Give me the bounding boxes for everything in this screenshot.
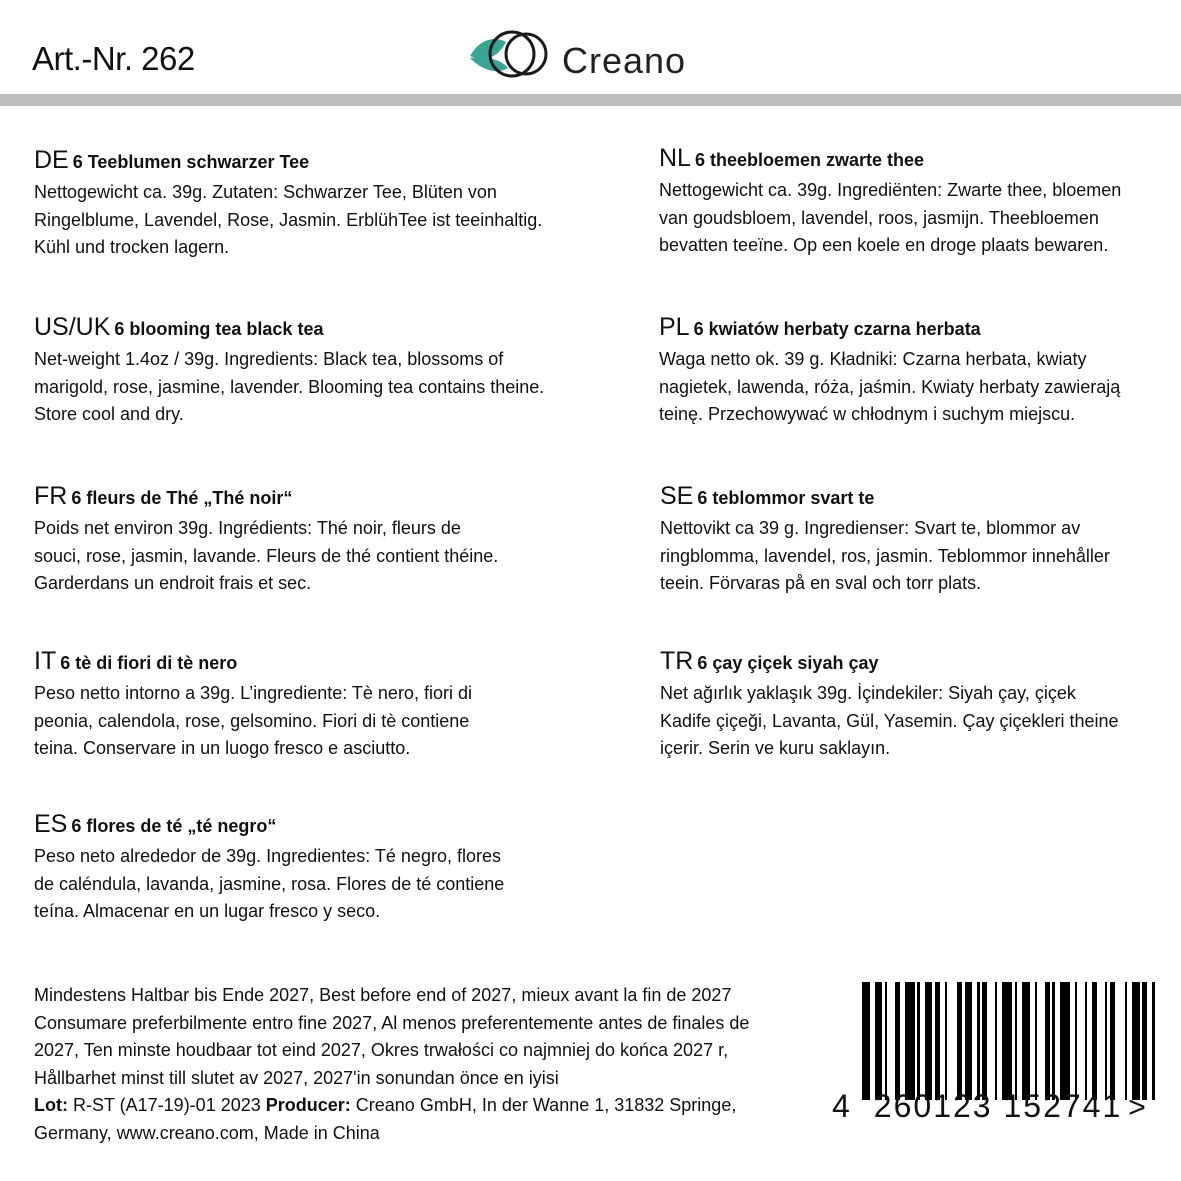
- text-line: Kadife çiçeği, Lavanta, Gül, Yasemin. Çay çiçekleri theine: [660, 710, 1119, 731]
- barcode-bar: [925, 982, 933, 1100]
- best-before-line: Hållbarhet minst till slutet av 2027, 2027'in sonundan önce en iyisi: [34, 1067, 559, 1088]
- barcode-lead-digit: 4: [832, 1088, 852, 1124]
- language-code: ES: [34, 810, 68, 838]
- section-nl: [659, 144, 1179, 260]
- text-line: Nettogewicht ca. 39g. Zutaten: Schwarzer Tee, Blüten von: [34, 182, 497, 202]
- barcode-bar: [875, 982, 883, 1100]
- text-line: peonia, calendola, rose, gelsomino. Fiori di tè contiene: [34, 710, 470, 731]
- text-line: Nettovikt ca 39 g. Ingredienser: Svart te, blommor av: [660, 518, 1081, 538]
- text-line: teina. Conservare in un luogo fresco e asciutto.: [34, 738, 411, 758]
- barcode-number: 260123 152741: [873, 1088, 1123, 1124]
- text-line: Peso neto alrededor de 39g. Ingredientes: Té negro, flores: [34, 846, 501, 866]
- section-es: [34, 810, 554, 926]
- text-line: Peso netto intorno a 39g. L’ingrediente: Tè nero, fiori di: [34, 683, 472, 703]
- best-before-line: 2027, Ten minste houdbaar tot eind 2027, Okres trwałości co najmniej do końca 2027 r,: [34, 1040, 729, 1060]
- language-code: FR: [34, 482, 68, 510]
- text-line: Store cool and dry.: [34, 404, 184, 424]
- barcode-bar: [1132, 982, 1140, 1100]
- language-code: TR: [660, 647, 694, 675]
- language-code: NL: [659, 144, 691, 172]
- section-title: 6 Teeblumen schwarzer Tee: [72, 152, 310, 172]
- section-title: 6 tè di fiori di tè nero: [60, 653, 238, 673]
- text-line: bevatten teeïne. Op een koele en droge plaats bewaren.: [659, 235, 1109, 255]
- text-line: teein. Förvaras på en sval och torr plats.: [660, 573, 982, 593]
- barcode-space: [987, 982, 995, 1100]
- barcode-bar: [965, 982, 973, 1100]
- barcode-bar: [1022, 982, 1030, 1100]
- text-line: van goudsbloem, lavendel, roos, jasmijn. Theebloemen: [659, 207, 1099, 228]
- text-line: Poids net environ 39g. Ingrédients: Thé noir, fleurs de: [34, 518, 461, 538]
- text-line: nagietek, lawenda, róża, jaśmin. Kwiaty herbaty zawierają: [659, 376, 1121, 397]
- text-line: teinę. Przechowywać w chłodnym i suchym miejscu.: [659, 404, 1076, 424]
- text-line: Waga netto ok. 39 g. Kładniki: Czarna herbata, kwiaty: [659, 349, 1087, 369]
- section-title: 6 teblommor svart te: [697, 488, 875, 508]
- language-code: SE: [660, 482, 694, 510]
- barcode-space: [1037, 982, 1045, 1100]
- best-before-line: Mindestens Haltbar bis Ende 2027, Best before end of 2027, mieux avant la fin de 2027: [34, 985, 732, 1005]
- barcode-space: [1115, 982, 1125, 1100]
- section-de: [34, 146, 554, 262]
- barcode-arrow: >: [1128, 1091, 1148, 1124]
- leaf-circles-icon: [466, 28, 556, 84]
- footer-info: [34, 982, 824, 1147]
- barcode-bar: [862, 982, 870, 1100]
- section-title: 6 çay çiçek siyah çay: [697, 653, 879, 673]
- barcode-space: [1155, 982, 1163, 1100]
- language-code: DE: [34, 146, 69, 174]
- text-line: Ringelblume, Lavendel, Rose, Jasmin. ErblühTee ist teeinhaltig.: [34, 209, 543, 230]
- producer-value: Creano GmbH, In der Wanne 1, 31832 Springe,: [350, 1095, 737, 1115]
- section-it: [34, 647, 554, 763]
- brand-name: Creano: [562, 40, 687, 81]
- barcode-bars: [862, 982, 1162, 1100]
- barcode-space: [1077, 982, 1085, 1100]
- lot-value: R-ST (A17-19)-01 2023: [67, 1095, 266, 1115]
- text-line: ringblomma, lavendel, ros, jasmin. Teblommor innehåller: [660, 545, 1110, 566]
- barcode: [832, 982, 1172, 1142]
- producer-address: Germany, www.creano.com, Made in China: [34, 1122, 380, 1143]
- text-line: marigold, rose, jasmine, lavender. Blooming tea contains theine.: [34, 376, 545, 397]
- language-code: US/UK: [34, 313, 111, 341]
- producer-label: Producer:: [265, 1095, 351, 1115]
- barcode-space: [1097, 982, 1105, 1100]
- section-us-uk: [34, 313, 554, 429]
- section-tr: [660, 647, 1180, 763]
- language-code: IT: [34, 647, 57, 675]
- barcode-bar: [905, 982, 915, 1100]
- text-line: Net ağırlık yaklaşık 39g. İçindekiler: Siyah çay, çiçek: [660, 683, 1076, 703]
- barcode-bar: [1002, 982, 1012, 1100]
- text-line: de caléndula, lavanda, jasmine, rosa. Flores de té contiene: [34, 873, 505, 894]
- text-line: teína. Almacenar en un lugar fresco y seco.: [34, 901, 381, 921]
- text-line: Net-weight 1.4oz / 39g. Ingredients: Black tea, blossoms of: [34, 349, 504, 369]
- brand-logo: [466, 28, 726, 84]
- text-line: Kühl und trocken lagern.: [34, 237, 230, 257]
- section-title: 6 flores de té „té negro“: [71, 816, 277, 836]
- section-title: 6 theebloemen zwarte thee: [694, 150, 925, 170]
- barcode-bar: [1060, 982, 1070, 1100]
- text-line: Nettogewicht ca. 39g. Ingrediënten: Zwarte thee, bloemen: [659, 180, 1122, 200]
- text-line: içerir. Serin ve kuru saklayın.: [660, 738, 891, 758]
- text-line: Garderdans un endroit frais et sec.: [34, 573, 312, 593]
- section-fr: [34, 482, 554, 598]
- art-number: Art.-Nr. 262: [32, 40, 195, 77]
- section-se: [660, 482, 1180, 598]
- lot-label: Lot:: [34, 1095, 68, 1115]
- text-line: souci, rose, jasmin, lavande. Fleurs de thé contient théine.: [34, 545, 499, 566]
- section-pl: [659, 313, 1179, 429]
- best-before-line: Consumare preferbilmente entro fine 2027, Al menos preferentemente antes de finales de: [34, 1012, 750, 1033]
- section-title: 6 blooming tea black tea: [114, 319, 324, 339]
- section-title: 6 kwiatów herbaty czarna herbata: [693, 319, 981, 339]
- barcode-space: [947, 982, 957, 1100]
- barcode-space: [887, 982, 895, 1100]
- section-title: 6 fleurs de Thé „Thé noir“: [71, 488, 293, 508]
- header-divider: [0, 94, 1181, 106]
- lot-producer-line: [34, 1092, 824, 1120]
- barcode-digits: [832, 1088, 1148, 1125]
- language-code: PL: [659, 313, 690, 341]
